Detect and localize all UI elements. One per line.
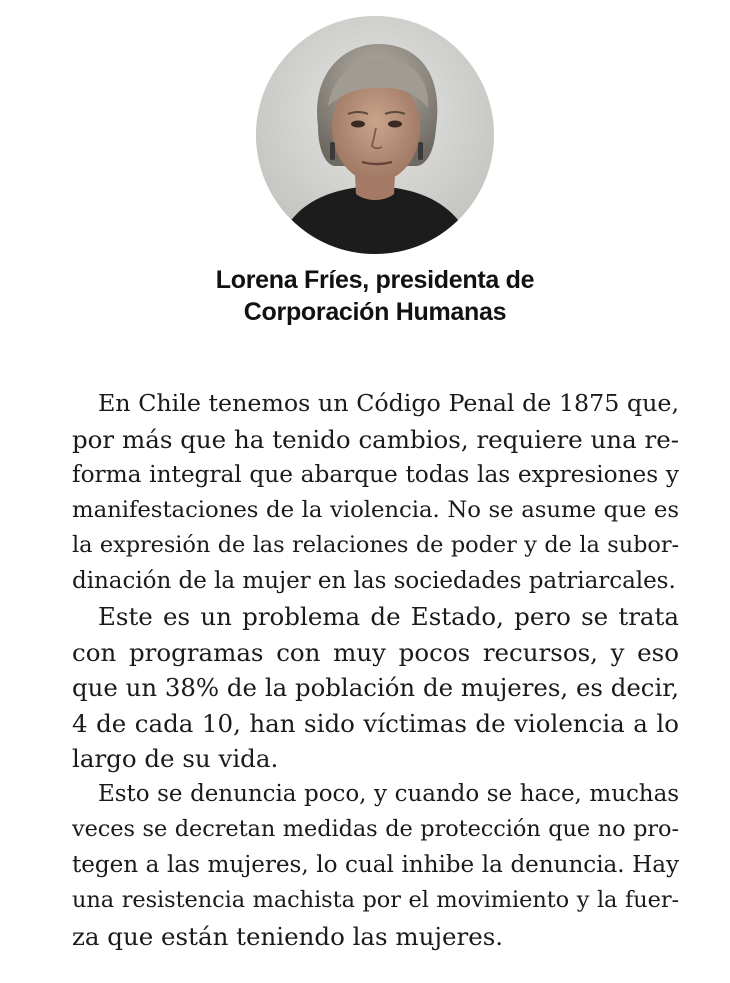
portrait-photo <box>256 16 494 254</box>
text-line: la expresión de las relaciones de poder y de la subor- <box>72 532 679 558</box>
text-line: Esto se denuncia poco, y cuando se hace, muchas <box>98 780 679 807</box>
caption-line-2: Corporación Humanas <box>243 298 507 326</box>
text-line: una resistencia machista por el movimiento y la fuer- <box>72 887 679 913</box>
text-line: manifestaciones de la violencia. No se asume que es <box>72 496 679 523</box>
text-line: veces se decretan medidas de protección que no pro- <box>72 816 679 842</box>
paragraph-2 <box>72 599 679 777</box>
text-line: forma integral que abarque todas las expresiones y <box>72 461 679 488</box>
text-line: por más que ha tenido cambios, requiere una re- <box>72 424 679 454</box>
caption-line-1: Lorena Fríes, presidenta de <box>215 266 535 294</box>
text-line: za que están teniendo las mujeres. <box>72 921 504 951</box>
woman-portrait-icon <box>256 16 494 254</box>
paragraph-3 <box>72 777 679 955</box>
text-line: que un 38% de la población de mujeres, es decir, <box>72 673 679 702</box>
text-line: tegen a las mujeres, lo cual inhibe la denuncia. Hay <box>72 851 679 878</box>
paragraph-1 <box>72 386 679 599</box>
text-line: dinación de la mujer en las sociedades patriarcales. <box>72 567 676 594</box>
text-line: Este es un problema de Estado, pero se trata <box>98 602 679 631</box>
photo-caption <box>0 264 730 328</box>
text-line: largo de su vida. <box>72 744 279 773</box>
text-line: En Chile tenemos un Código Penal de 1875 que, <box>98 389 679 417</box>
text-line: con programas con muy pocos recursos, y eso <box>72 637 679 667</box>
text-line: 4 de cada 10, han sido víctimas de violencia a lo <box>72 708 679 738</box>
article-body <box>72 386 679 954</box>
